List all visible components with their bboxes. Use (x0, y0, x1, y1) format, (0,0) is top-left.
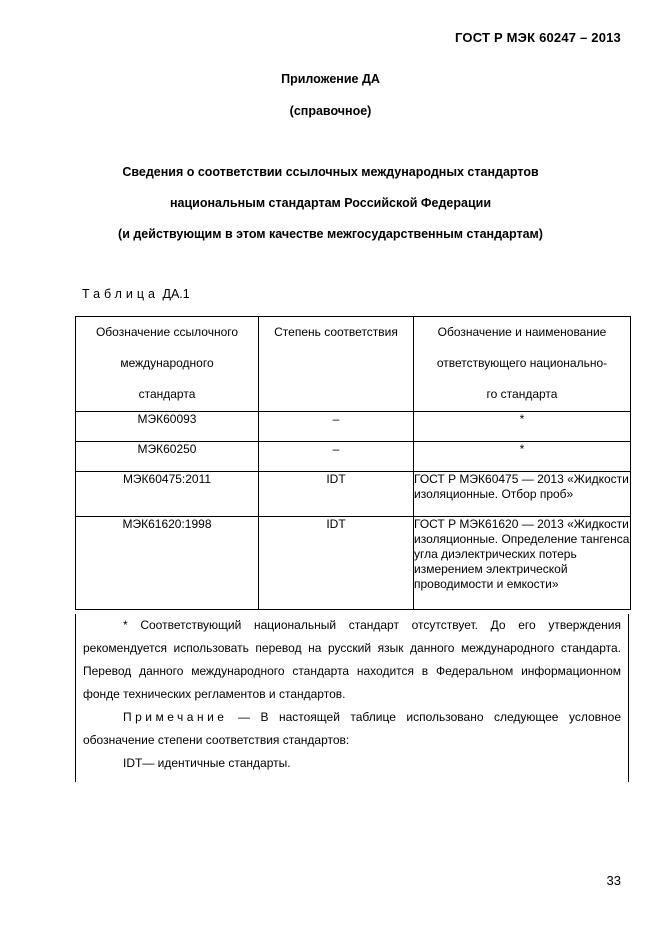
header-col3-line1: Обозначение и наименование (437, 325, 607, 339)
appendix-type: (справочное) (289, 104, 372, 118)
cell-national: * (414, 412, 631, 442)
header-reference-standard (76, 317, 259, 412)
table-row (76, 517, 631, 610)
heading-line-2: национальным стандартам Российской Федерации (169, 196, 492, 210)
table-header-row (76, 317, 631, 412)
appendix-title: Приложение ДА (281, 72, 380, 86)
table-caption-word: Таблица (82, 287, 160, 301)
cell-reference: МЭК60093 (76, 412, 259, 442)
header-col1-line3: стандарта (138, 387, 196, 401)
header-col1-line2: международного (120, 356, 214, 370)
note-paragraph (83, 706, 621, 752)
cell-national: * (414, 442, 631, 472)
heading-line-3: (и действующим в этом качестве межгосударственным стандартам) (118, 227, 543, 241)
table-row (76, 442, 631, 472)
table-notes (75, 614, 629, 782)
correspondence-table (75, 316, 631, 610)
table-row (76, 472, 631, 517)
cell-national: ГОСТ Р МЭК61620 — 2013 «Жидкости изоляционные. Определение тангенса угла диэлектрических потерь измерением электрической проводимости и емкости» (414, 517, 631, 610)
heading-line-1: Сведения о соответствии ссылочных международных стандартов (122, 165, 539, 179)
note-label: Примечание (123, 710, 228, 724)
header-col3-line2: ответствующего национально- (436, 356, 608, 370)
table-caption-number: ДА.1 (162, 287, 190, 301)
document-code: ГОСТ Р МЭК 60247 – 2013 (455, 30, 621, 45)
header-national-standard (414, 317, 631, 412)
cell-national: ГОСТ Р МЭК60475 — 2013 «Жидкости изоляционные. Отбор проб» (414, 472, 631, 517)
cell-reference: МЭК61620:1998 (76, 517, 259, 610)
cell-degree: IDT (259, 517, 414, 610)
header-col2-text: Степень соответствия (274, 325, 398, 339)
header-col1-line1: Обозначение ссылочного (95, 325, 239, 339)
cell-reference: МЭК60250 (76, 442, 259, 472)
header-degree (259, 317, 414, 412)
page-number: 33 (606, 873, 621, 888)
notes-bottom-corners (75, 776, 629, 782)
idt-definition: IDT— идентичные стандарты. (123, 756, 291, 770)
cell-degree: IDT (259, 472, 414, 517)
cell-degree: – (259, 412, 414, 442)
cell-degree: – (259, 442, 414, 472)
cell-reference: МЭК60475:2011 (76, 472, 259, 517)
table-row (76, 412, 631, 442)
footnote-text: * Соответствующий национальный стандарт отсутствует. До его утверждения рекомендуется использовать перевод на русский язык данного международного стандарта. Перевод данного международного стандарта находится в Федеральном информационном фонде технических регламентов и стандартов. (83, 618, 621, 701)
header-col3-line3: го стандарта (486, 387, 558, 401)
table-caption (82, 287, 190, 301)
note-text: — В настоящей таблице использовано следующее условное обозначение степени соответствия стандартов: (83, 710, 621, 747)
